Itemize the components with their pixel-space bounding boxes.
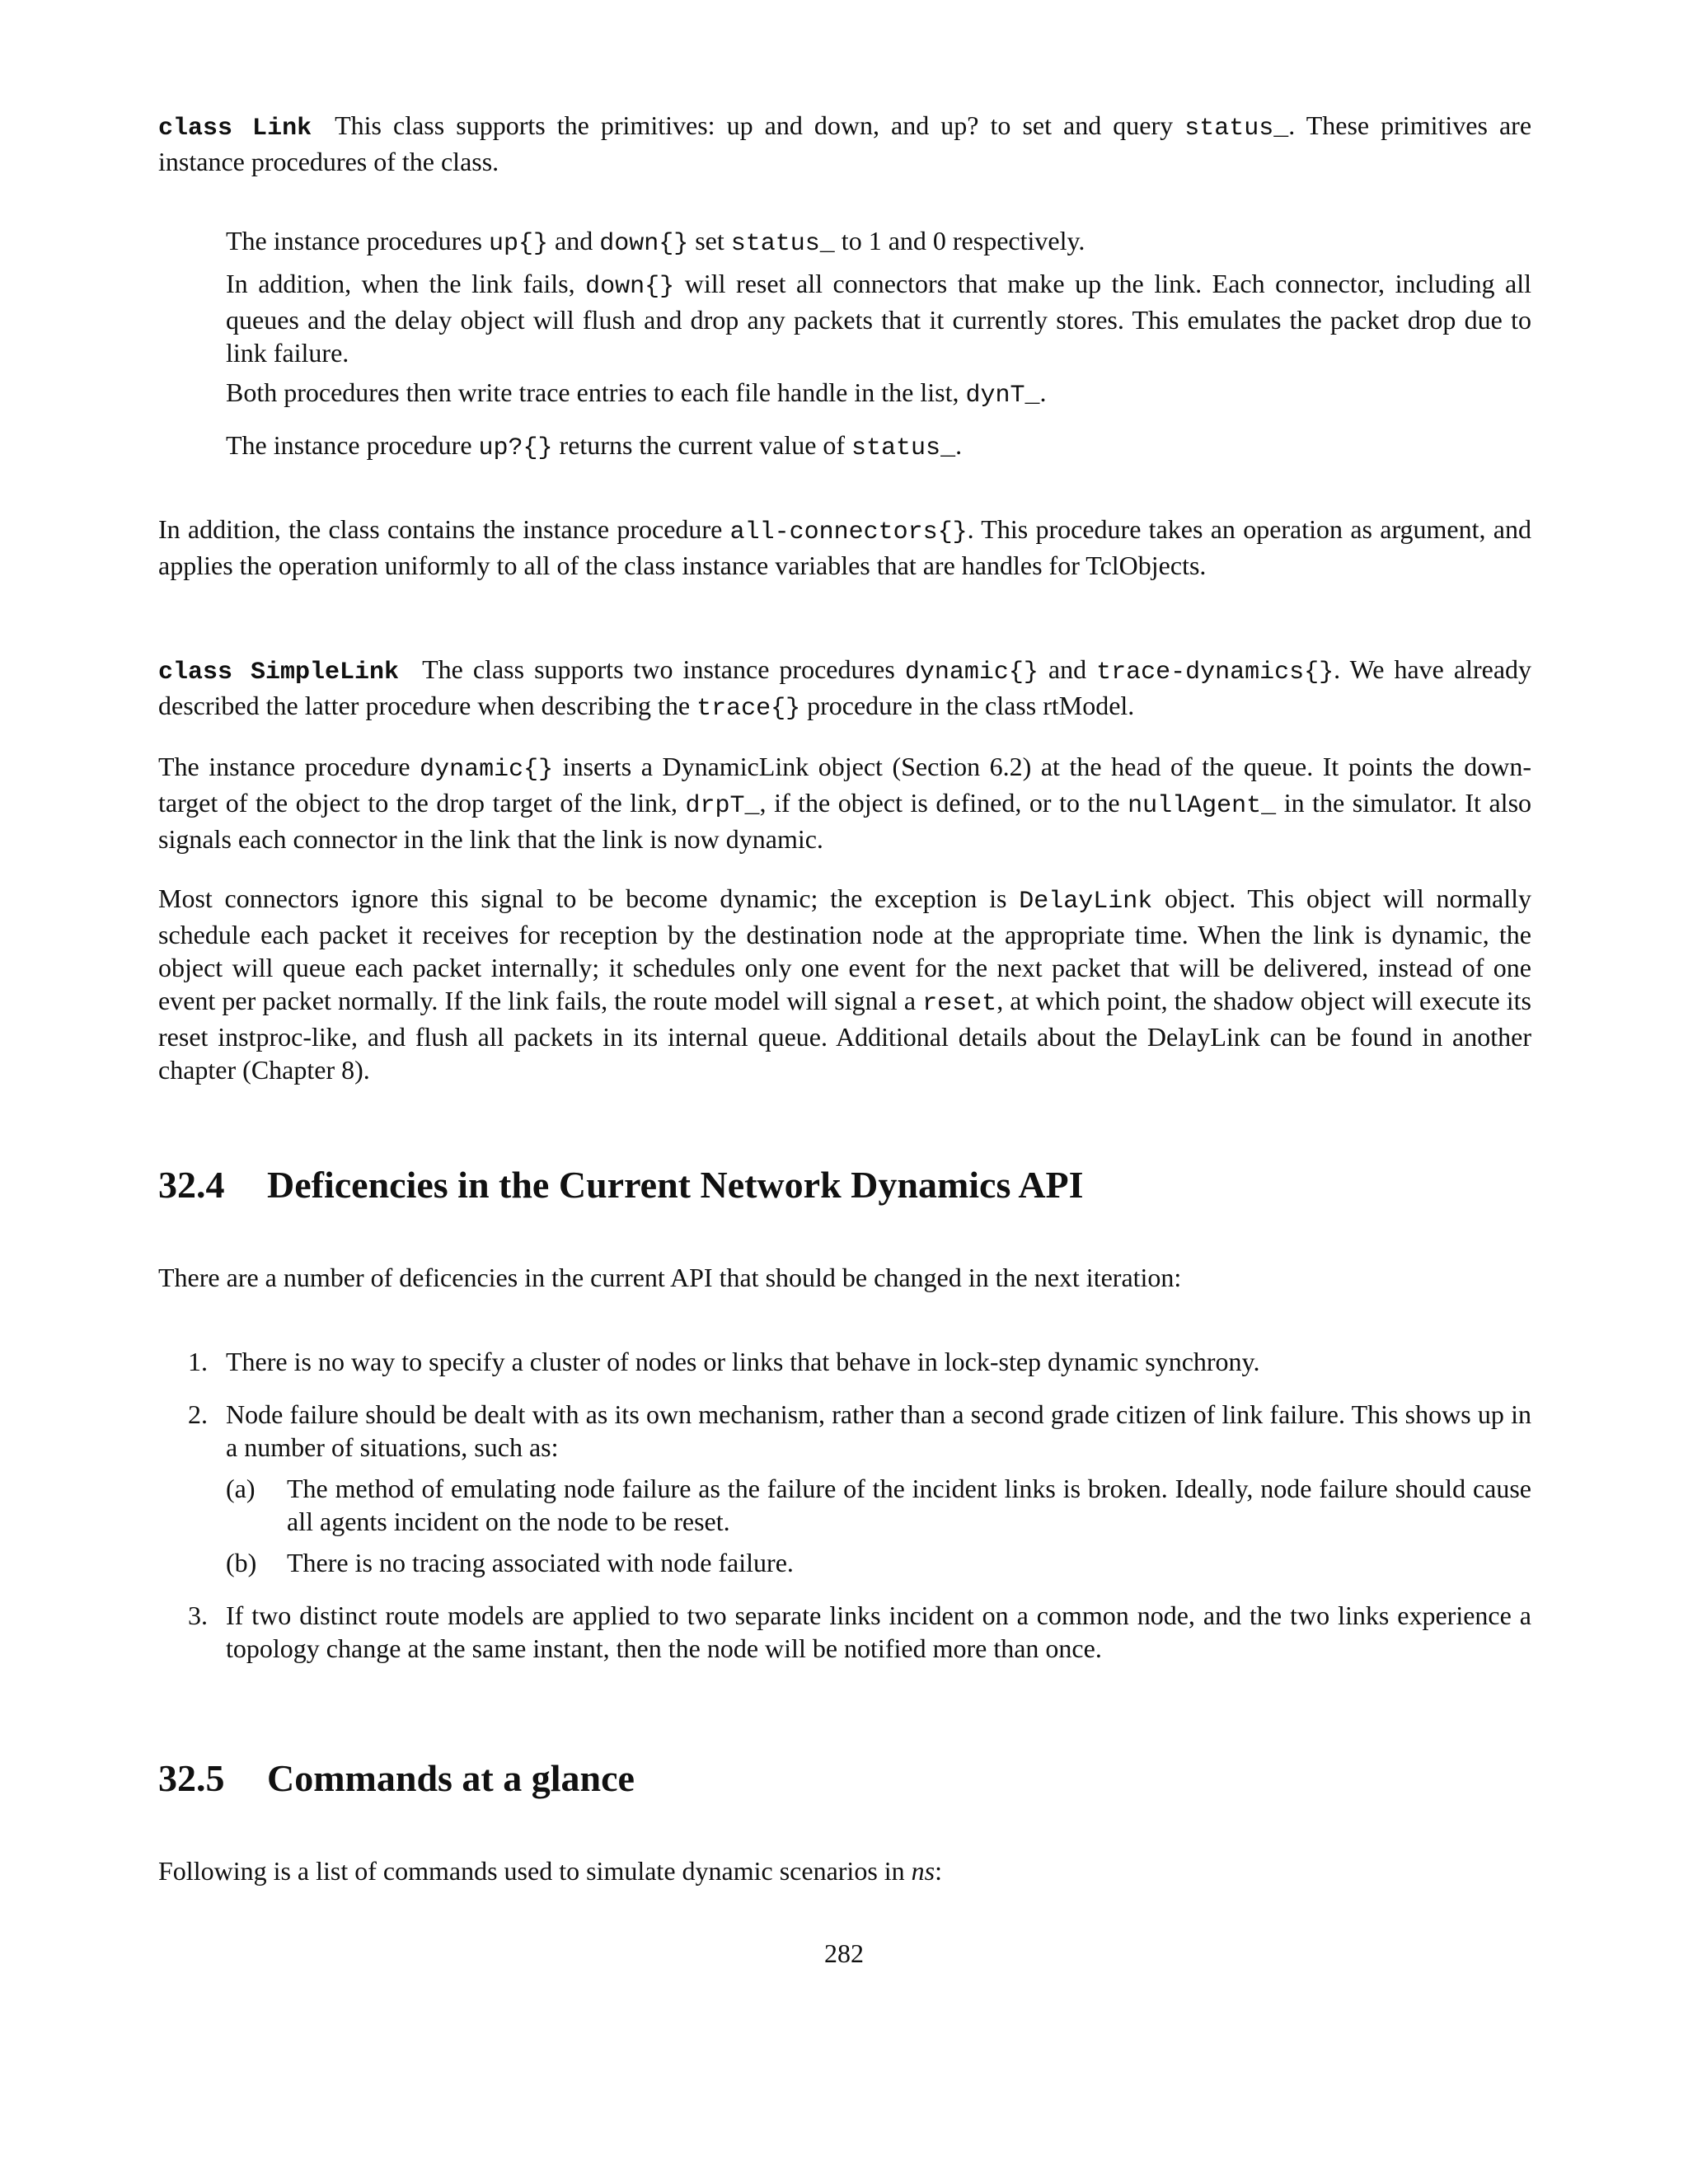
deficiencies-sublist	[226, 1472, 1531, 1579]
section-number: 32.4	[158, 1164, 225, 1206]
sublist-item: (b) There is no tracing associated with node failure.	[226, 1548, 794, 1577]
simplelink-intro-paragraph: class SimpleLink The class supports two instance procedures dynamic{} and trace-dynamics{}. We have already described the latter procedure when describing the trace{} procedure in the class rtModel.	[158, 654, 1532, 723]
link-trace-paragraph: Both procedures then write trace entries to each file handle in the list, dynT_.	[226, 377, 1047, 410]
link-intro-paragraph: class Link This class supports the primitives: up and down, and up? to set and query status_. These primitives are instance procedures of the class.	[158, 110, 1532, 176]
sublist-item: (a) The method of emulating node failure as the failure of the incident links is broken. Ideally, node failure should cause all agents incident on the node to be reset.	[226, 1474, 1531, 1536]
deficiencies-list	[158, 1345, 1531, 1665]
simplelink-dynamic-paragraph: The instance procedure dynamic{} inserts a DynamicLink object (Section 6.2) at the head of the queue. It points the down-target of the object to the drop target of the link, drpT_, if the object is defined, or to the nullAgent_ in the simulator. It also signals each connector in the link that the link is now dynamic.	[158, 752, 1532, 854]
list-item: 3. If two distinct route models are applied to two separate links incident on a common node, and the two links experience a topology change at the same instant, then the node will be notified more than once.	[188, 1601, 1531, 1663]
link-updown-paragraph: The instance procedures up{} and down{} set status_ to 1 and 0 respectively.	[226, 226, 1085, 258]
deficiencies-intro-paragraph: There are a number of deficencies in the current API that should be changed in the next iteration:	[158, 1263, 1182, 1292]
class-simplelink-heading: class SimpleLink	[158, 658, 400, 687]
list-item: 1. There is no way to specify a cluster of nodes or links that behave in lock-step dynamic synchrony.	[188, 1347, 1260, 1376]
section-heading-32-5	[158, 1755, 635, 1802]
link-allconnectors-paragraph: In addition, the class contains the instance procedure all-connectors{}. This procedure takes an operation as argument, and applies the operation uniformly to all of the class instance variables that are handles for TclObjects.	[158, 514, 1531, 580]
section-title: Commands at a glance	[267, 1757, 635, 1799]
section-title: Deficencies in the Current Network Dynamics API	[267, 1164, 1084, 1206]
class-link-heading: class Link	[158, 115, 312, 143]
commands-intro-paragraph: Following is a list of commands used to simulate dynamic scenarios in ns:	[158, 1856, 942, 1886]
page-number: 282	[824, 1938, 864, 1968]
section-heading-32-4	[158, 1162, 1084, 1208]
section-number: 32.5	[158, 1757, 225, 1799]
simplelink-delaylink-paragraph: Most connectors ignore this signal to be become dynamic; the exception is DelayLink object. This object will normally schedule each packet it receives for reception by the destination node at the appropriate time. When the link is dynamic, the object will queue each packet internally; it schedules only one event for the next packet that will be delivered, instead of one event per packet normally. If the link fails, the route model will signal a reset, at which point, the shadow object will execute its reset instproc-like, and flush all packets in its internal queue. Additional details about the DelayLink can be found in another chapter (Chapter 8).	[158, 883, 1532, 1085]
link-failure-paragraph: In addition, when the link fails, down{} will reset all connectors that make up the link. Each connector, including all queues and the delay object will flush and drop any packets that it currently stores. This emulates the packet drop due to link failure.	[226, 269, 1532, 368]
list-item: 2. Node failure should be dealt with as its own mechanism, rather than a second grade citizen of link failure. This shows up in a number of situations, such as: (a) The method of emulating node failure as the failure of the incident links is broken. Ideally, node failure should cause all agents incident on the node to be reset. (b) There is no tracing associated with node failure.	[188, 1399, 1531, 1577]
link-upquery-paragraph: The instance procedure up?{} returns the current value of status_.	[226, 430, 963, 462]
